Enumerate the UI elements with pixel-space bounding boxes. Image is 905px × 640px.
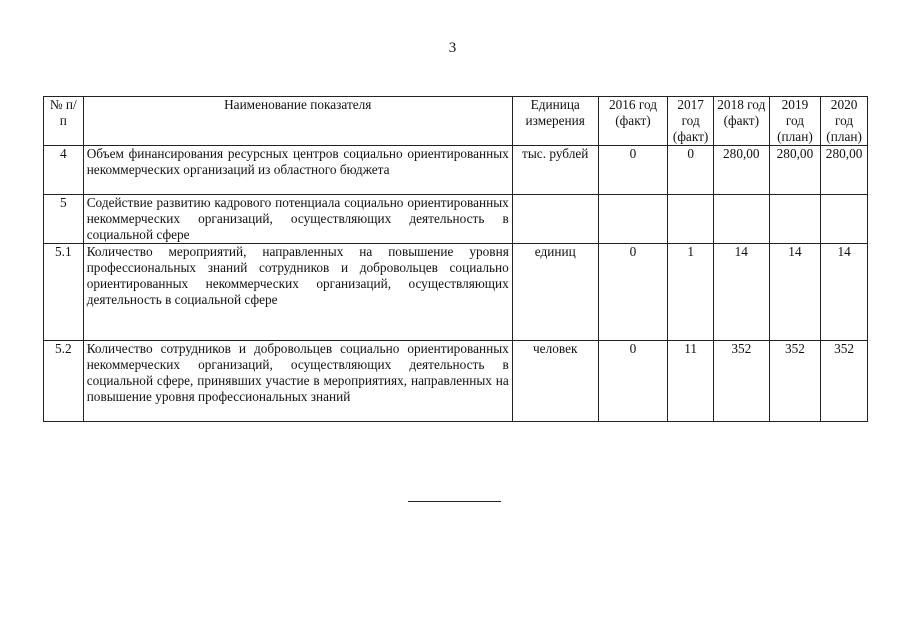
row-value-2018: 280,00 [713,146,769,195]
row-value-2020: 352 [821,341,868,422]
header-unit: Единица измерения [512,97,598,146]
table-row [44,146,868,195]
row-num: 5.1 [44,244,84,341]
header-2016: 2016 год (факт) [598,97,668,146]
page-number: 3 [448,40,457,56]
table-row [44,341,868,422]
row-value-2020: 14 [821,244,868,341]
end-of-document-line [408,501,501,502]
row-value-2017: 11 [668,341,714,422]
row-value-2018: 14 [713,244,769,341]
row-num: 5 [44,195,84,244]
header-2019: 2019 год (план) [769,97,820,146]
table-header-row [44,97,868,146]
row-value-2018 [713,195,769,244]
row-unit [512,195,598,244]
row-name: Количество сотрудников и добровольцев социально ориентированных некоммерческих организаций, осуществляющих деятельность в социальной сфере, принявших участие в мероприятиях, направленных на повышение уровня профессиональных знаний [83,341,512,422]
row-num: 4 [44,146,84,195]
row-value-2020 [821,195,868,244]
row-value-2018: 352 [713,341,769,422]
row-value-2016: 0 [598,146,668,195]
row-value-2019 [769,195,820,244]
table-row [44,244,868,341]
row-name: Содействие развитию кадрового потенциала социально ориентированных некоммерческих организаций, осуществляющих деятельность в социальной сфере [83,195,512,244]
row-value-2016: 0 [598,341,668,422]
row-value-2017: 0 [668,146,714,195]
row-value-2019: 14 [769,244,820,341]
header-2020: 2020 год (план) [821,97,868,146]
row-name: Объем финансирования ресурсных центров социально ориентированных некоммерческих организаций из областного бюджета [83,146,512,195]
header-2017: 2017 год (факт) [668,97,714,146]
table-row [44,195,868,244]
row-value-2016 [598,195,668,244]
row-value-2016: 0 [598,244,668,341]
row-value-2017: 1 [668,244,714,341]
row-unit: тыс. рублей [512,146,598,195]
header-2018: 2018 год (факт) [713,97,769,146]
header-num: № п/п [44,97,84,146]
row-unit: единиц [512,244,598,341]
indicators-table [43,96,868,422]
header-name: Наименование показателя [83,97,512,146]
row-value-2019: 280,00 [769,146,820,195]
row-num: 5.2 [44,341,84,422]
row-name: Количество мероприятий, направленных на повышение уровня профессиональных знаний сотрудников и добровольцев социально ориентированных некоммерческих организаций, осуществляющих деятельность в социальной сфере [83,244,512,341]
row-value-2019: 352 [769,341,820,422]
row-value-2017 [668,195,714,244]
row-unit: человек [512,341,598,422]
row-value-2020: 280,00 [821,146,868,195]
